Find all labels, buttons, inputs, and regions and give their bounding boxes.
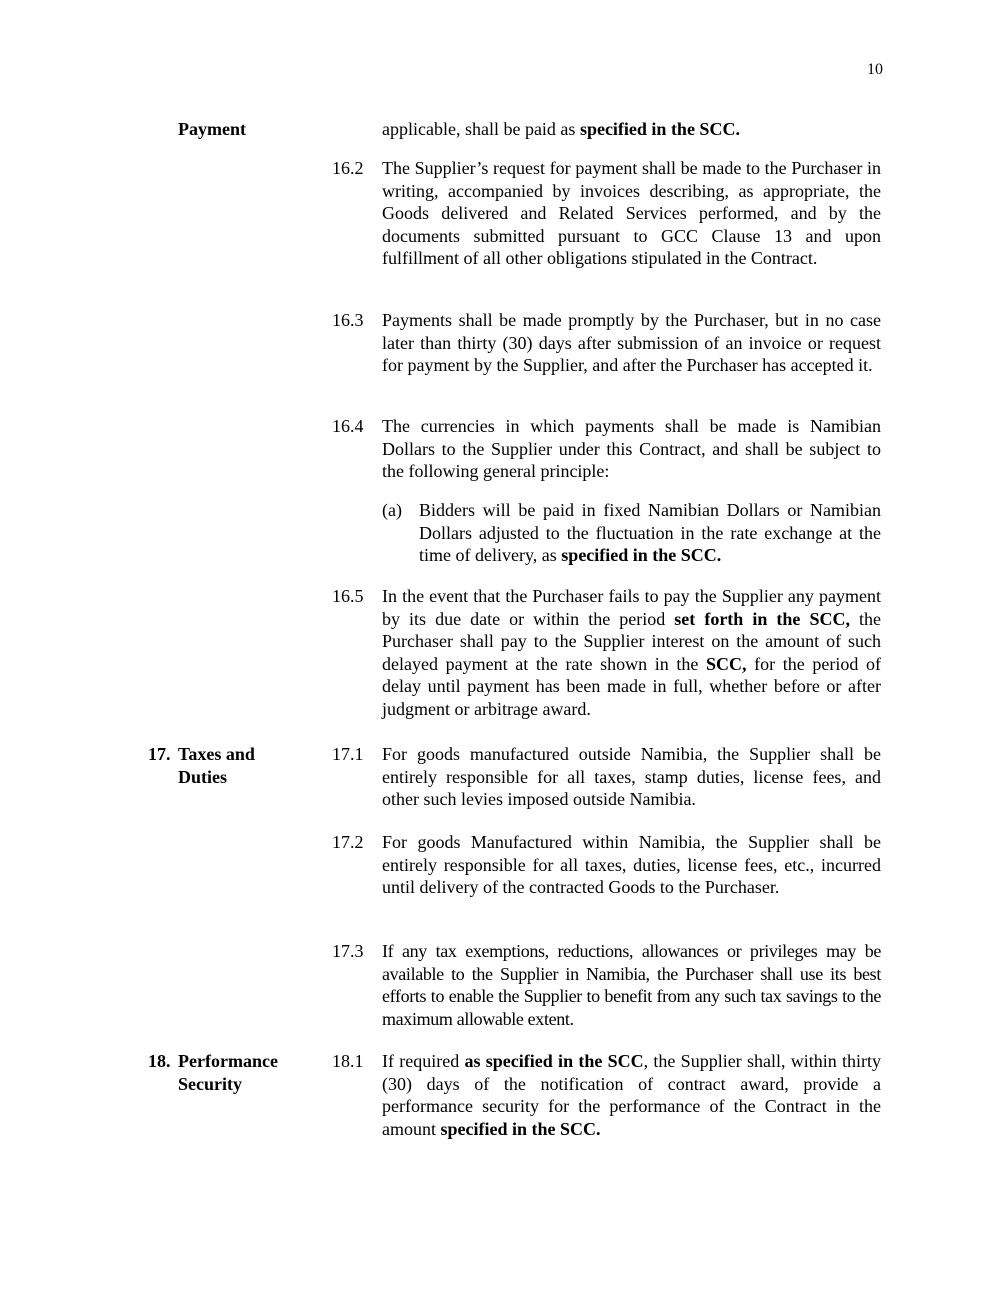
section-title-line2: Duties	[178, 766, 227, 787]
clause-bold-run: as specified in the SCC	[464, 1051, 644, 1071]
section-number: 17.	[148, 744, 171, 764]
clause-text-run: , the Supplier shall, within thirty (30) days of the notification of contract award, provide a performance security for the performance of the Contract in the amount	[382, 1051, 881, 1139]
clause-number: 16.3	[332, 310, 364, 330]
sub-item-label: (a)	[382, 500, 402, 520]
clause-17-1-text: For goods manufactured outside Namibia, the Supplier shall be entirely responsible for all taxes, stamp duties, license fees, and other such levies imposed outside Namibia.	[382, 744, 881, 810]
clause-number: 16.4	[332, 416, 364, 436]
sub-bold-run: specified in the SCC.	[561, 545, 722, 566]
clause-17-2-text: For goods Manufactured within Namibia, the Supplier shall be entirely responsible for all taxes, duties, license fees, etc., incurred until delivery of the contracted Goods to the Purchaser.	[382, 832, 881, 898]
clause-bold-run: specified in the SCC.	[440, 1118, 601, 1139]
clause-text-run: the Purchaser shall pay to the Supplier interest on the amount of such delayed payment at the rate shown in the	[382, 608, 882, 674]
clause-number: 16.2	[332, 158, 364, 178]
clause-16-4-text: The currencies in which payments shall be made is Namibian Dollars to the Supplier under this Contract, and shall be subject to the following general principle:	[382, 416, 881, 482]
page-number: 10	[867, 61, 883, 78]
clause-18-1-text	[382, 1050, 881, 1140]
clause-17-3-text: If any tax exemptions, reductions, allowances or privileges may be available to the Supplier in Namibia, the Purchaser shall use its best efforts to enable the Supplier to benefit from any such tax savings to the maximum allowable extent.	[382, 941, 881, 1029]
clause-number: 16.5	[332, 586, 364, 606]
section-title: Payment	[178, 119, 246, 139]
section-title-line2: Security	[178, 1073, 242, 1094]
section-heading-payment	[178, 118, 246, 141]
clause-number: 17.2	[332, 832, 364, 852]
clause-number: 17.3	[332, 941, 364, 961]
clause-16-2-text: The Supplier’s request for payment shall be made to the Purchaser in writing, accompanied by invoices describing, as appropriate, the Goods delivered and Related Services performed, and by the documents submitted pursuant to GCC Clause 13 and upon fulfillment of all other obligations stipulated in the Contract.	[382, 158, 881, 269]
clause-text-run: for the period of delay until payment has been made in full, whether before or after judgment or arbitrage award.	[382, 653, 881, 719]
clause-16-3-text: Payments shall be made promptly by the Purchaser, but in no case later than thirty (30) days after submission of an invoice or request for payment by the Supplier, and after the Purchaser has accepted it.	[382, 310, 881, 376]
clause-bold-run: SCC,	[705, 653, 747, 674]
section-title-line1: Performance	[178, 1051, 278, 1071]
clause-bold-run: set forth in the SCC,	[674, 608, 850, 629]
clause-number: 18.1	[332, 1051, 364, 1071]
sub-text-run: Bidders will be paid in fixed Namibian Dollars or Namibian Dollars adjusted to the fluctuation in the rate exchange at the time of delivery, as	[419, 500, 881, 566]
clause-text-run: If required	[382, 1051, 465, 1071]
clause-text-run: In the event that the Purchaser fails to pay the Supplier any payment by its due date or within the period	[382, 586, 881, 629]
section-title-line1: Taxes and	[178, 744, 255, 764]
clause-text-run: applicable, shall be paid as	[382, 119, 580, 139]
sub-item-text	[419, 499, 881, 567]
section-heading-performance-security	[148, 1050, 278, 1095]
clause-bold-run: specified in the SCC.	[579, 119, 740, 139]
clause-16-1-continuation	[382, 118, 881, 141]
section-number: 18.	[148, 1051, 171, 1071]
clause-number: 17.1	[332, 744, 364, 764]
clause-16-5-text	[382, 585, 881, 721]
section-heading-taxes-and-duties	[148, 743, 255, 788]
